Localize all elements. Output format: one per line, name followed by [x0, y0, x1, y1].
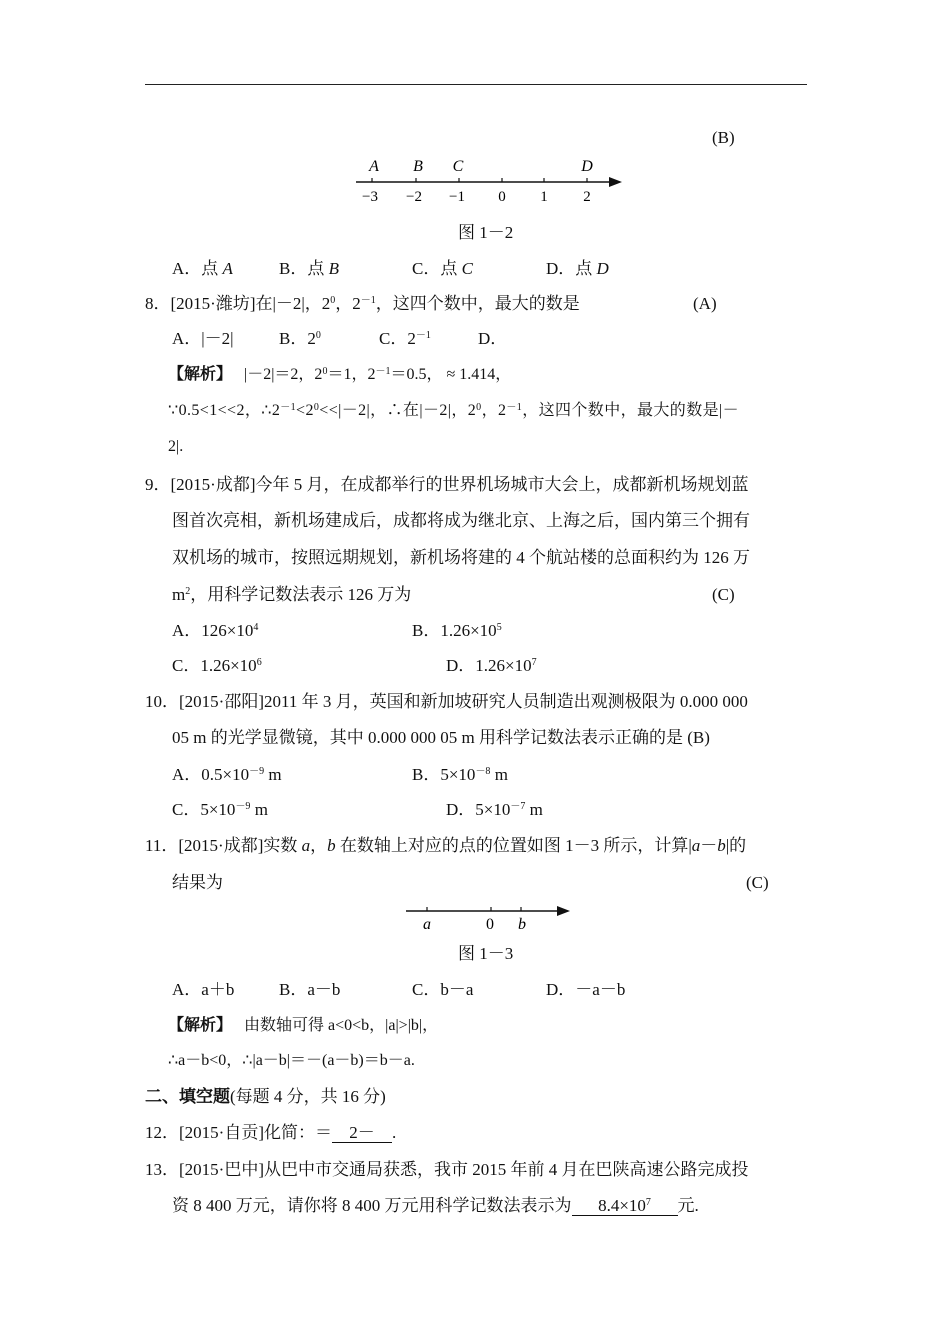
- q8-option-d: D．: [478, 329, 508, 348]
- q13-line1: 13．[2015·巴中]从巴中市交通局获悉，我市 2015 年前 4 月在巴陕高速公路完成投: [145, 1160, 749, 1179]
- q10-option-d: D．$5\times 10^{-7}$ m: [446, 800, 543, 819]
- q8-analysis-line1: 【解析】 |－2|＝2，$2^0=1$，$2^{-1}=0.5$， ≈ 1.414，: [168, 366, 512, 383]
- q8-stem: 8．[2015·潍坊]在|－2|，$2^0$，$2^{-1}$，这四个数中，最大的数是: [145, 294, 580, 313]
- q7-answer: (B): [712, 128, 735, 147]
- q8-analysis-line3: 2|.: [168, 438, 184, 455]
- tick-label: −2: [406, 189, 422, 205]
- tick-label: 0: [498, 189, 506, 205]
- q8-answer: (A): [693, 294, 717, 313]
- label-b: b: [518, 916, 526, 933]
- label-a: a: [423, 916, 431, 933]
- q8-option-b: B．$2^0$: [279, 329, 321, 348]
- q11-option-b: B．a－b: [279, 980, 341, 999]
- label-0: 0: [486, 916, 494, 933]
- q9-option-b: B．$1.26\times 10^5$: [412, 621, 502, 640]
- q8-option-c: C．$2^{-1}$: [379, 329, 431, 348]
- tick-label: −1: [449, 189, 465, 205]
- q11-analysis-line2: ∴a－b<0，∴|a－b|＝－(a－b)＝b－a.: [168, 1052, 415, 1069]
- q9-line4: $m^2$，用科学记数法表示 126 万为: [172, 585, 412, 604]
- q9-option-a: A．$126\times 10^4$: [172, 621, 259, 640]
- q10-option-a: A．$0.5\times 10^{-9}$ m: [172, 765, 282, 784]
- q9-answer: (C): [712, 585, 735, 604]
- section-title: 二、填空题(每题 4 分，共 16 分): [145, 1087, 386, 1106]
- q9-line2: 图首次亮相，新机场建成后，成都将成为继北京、上海之后，国内第三个拥有: [172, 511, 750, 530]
- q13-line2: 资 8 400 万元，请你将 8 400 万元用科学记数法表示为 $8.4\times 10^7$ 元.: [172, 1196, 699, 1215]
- axis-arrow: [609, 177, 622, 187]
- q11-analysis-line1: 【解析】 由数轴可得 a<0<b，|a|>|b|，: [168, 1017, 439, 1034]
- point-b-label: B: [413, 158, 423, 175]
- q11-line2: 结果为: [172, 873, 223, 892]
- q11-answer: (C): [746, 873, 769, 892]
- number-line-figure-1-3: [400, 898, 580, 936]
- q13-blank-answer: $8.4\times 10^7$: [572, 1197, 678, 1216]
- header-rule: [145, 84, 807, 85]
- q7-option-c: C．点 C: [412, 259, 473, 278]
- axis-arrow: [557, 906, 570, 916]
- number-line-figure-1-2: [350, 152, 630, 208]
- q10-line2: 05 m 的光学显微镜，其中 0.000 000 05 m 用科学记数法表示正确的是 (B): [172, 728, 710, 747]
- tick-label: 2: [583, 189, 591, 205]
- q11-line1: 11．[2015·成都]实数 a，b 在数轴上对应的点的位置如图 1－3 所示，计算|a－b|的: [145, 836, 747, 855]
- tick-label: −3: [362, 189, 378, 205]
- q10-line1: 10．[2015·邵阳]2011 年 3 月，英国和新加坡研究人员制造出观测极限为 0.000 000: [145, 692, 748, 711]
- q7-option-b: B．点 B: [279, 259, 339, 278]
- figure-caption: 图 1－3: [458, 944, 514, 963]
- q8-analysis-line2: ∵0.5<1<<2，$\therefore 2^{-1}<2^0<<|-2|$，∴在|－2|，$2^0$，$2^{-1}$，这四个数中，最大的数是|－: [168, 402, 739, 419]
- q12-blank-answer: 2－: [332, 1124, 392, 1143]
- point-a-label: A: [369, 158, 379, 175]
- q9-line1: 9．[2015·成都]今年 5 月，在成都举行的世界机场城市大会上，成都新机场规划蓝: [145, 475, 749, 494]
- q9-option-c: C．$1.26\times 10^6$: [172, 656, 262, 675]
- figure-caption: 图 1－2: [458, 223, 514, 242]
- q7-option-d: D．点 D: [546, 259, 609, 278]
- tick-label: 1: [540, 189, 548, 205]
- q7-option-a: A．点 A: [172, 259, 233, 278]
- point-c-label: C: [452, 158, 464, 175]
- q11-option-d: D．－a－b: [546, 980, 626, 999]
- q11-option-a: A．a＋b: [172, 980, 235, 999]
- q8-option-a: A．|－2|: [172, 329, 234, 348]
- q10-option-b: B．$5\times 10^{-8}$ m: [412, 765, 508, 784]
- q12-stem: 12．[2015·自贡]化简：＝ 2－ .: [145, 1123, 397, 1142]
- q9-option-d: D．$1.26\times 10^7$: [446, 656, 537, 675]
- q11-option-c: C．b－a: [412, 980, 474, 999]
- point-d-label: D: [581, 158, 593, 175]
- q9-line3: 双机场的城市，按照远期规划，新机场将建的 4 个航站楼的总面积约为 126 万: [172, 548, 750, 567]
- q10-option-c: C．$5\times 10^{-9}$ m: [172, 800, 268, 819]
